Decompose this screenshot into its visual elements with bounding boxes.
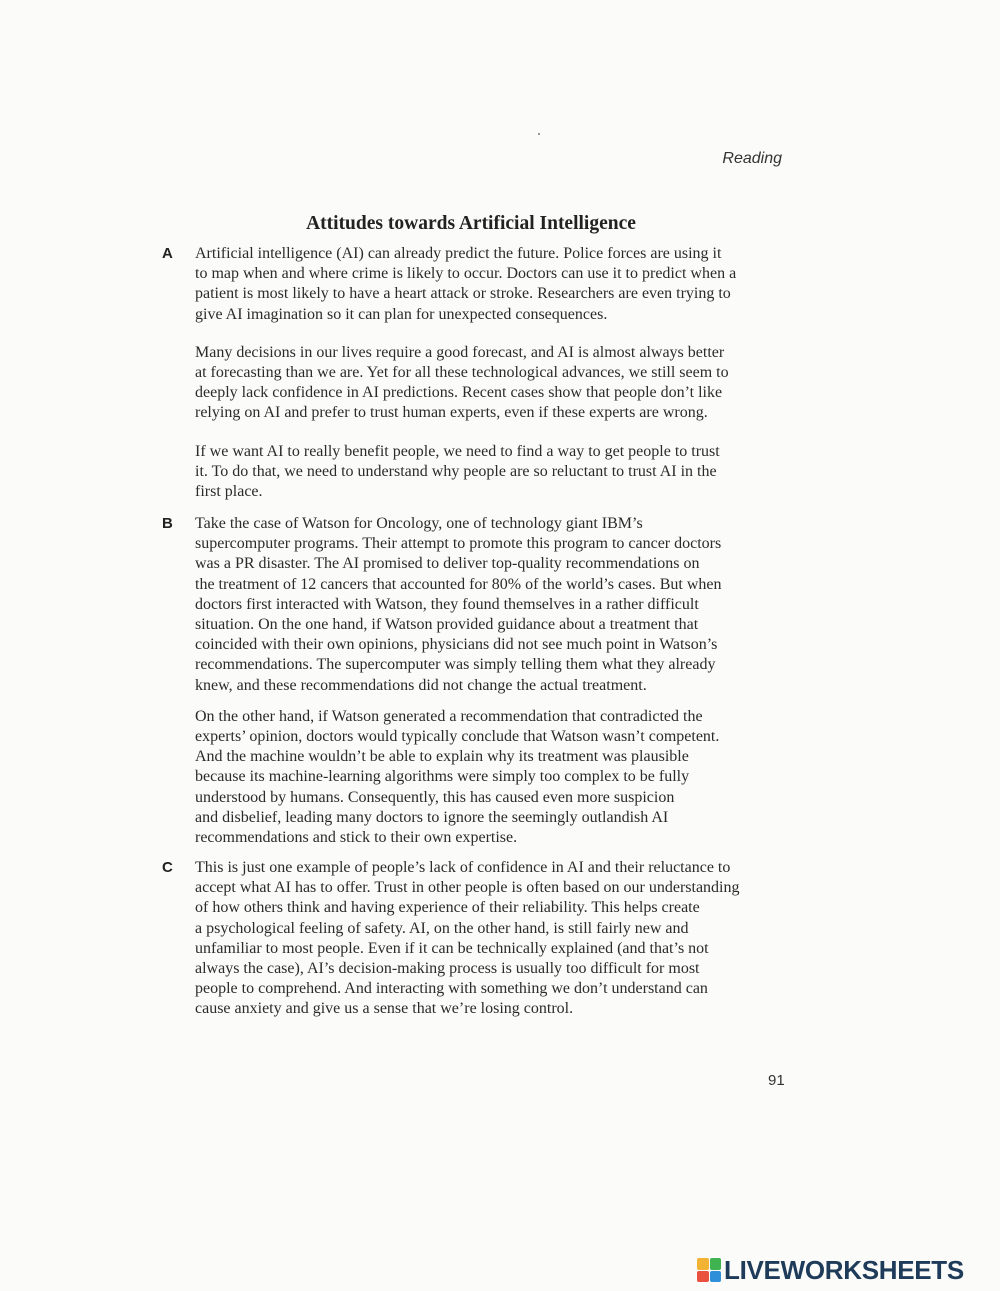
text-line: people to comprehend. And interacting with something we don’t understand can <box>195 980 708 998</box>
text-line: cause anxiety and give us a sense that we’re losing control. <box>195 1000 574 1018</box>
text-line: supercomputer programs. Their attempt to promote this program to cancer doctors <box>195 535 722 553</box>
text-line: at forecasting than we are. Yet for all these technological advances, we still seem to <box>195 364 729 382</box>
paragraph <box>195 244 802 325</box>
text-line: understood by humans. Consequently, this has caused even more suspicion <box>195 788 675 806</box>
paragraph <box>195 514 802 696</box>
text-line: always the case), AI’s decision-making process is usually too difficult for most <box>195 960 700 978</box>
text-line: it. To do that, we need to understand why people are so reluctant to trust AI in the <box>195 462 717 480</box>
liveworksheets-logo-icon <box>697 1258 721 1282</box>
text-line: recommendations and stick to their own expertise. <box>195 829 518 847</box>
paragraph <box>195 343 802 424</box>
text-line: unfamiliar to most people. Even if it can be technically explained (and that’s not <box>195 939 709 957</box>
text-line: a psychological feeling of safety. AI, on the other hand, is still fairly new and <box>195 919 689 937</box>
text-line: This is just one example of people’s lack of confidence in AI and their reluctance to <box>195 859 731 876</box>
text-line: On the other hand, if Watson generated a recommendation that contradicted the <box>195 707 703 725</box>
text-line: experts’ opinion, doctors would typically conclude that Watson wasn’t competent. <box>195 728 720 746</box>
text-line: relying on AI and prefer to trust human experts, even if these experts are wrong. <box>195 404 708 422</box>
text-line: Many decisions in our lives require a good forecast, and AI is almost always better <box>195 343 725 361</box>
paragraph <box>195 858 802 1020</box>
text-line: doctors first interacted with Watson, they found themselves in a rather difficult <box>195 595 699 613</box>
text-line: If we want AI to really benefit people, we need to find a way to get people to trust <box>195 442 720 460</box>
brand-logo[interactable] <box>697 1257 964 1283</box>
text-line: situation. On the one hand, if Watson provided guidance about a treatment that <box>195 616 699 634</box>
section-letter: B <box>162 515 173 532</box>
text-line: Take the case of Watson for Oncology, one of technology giant IBM’s <box>195 515 643 532</box>
section-label: Reading <box>722 150 782 167</box>
section-letter: C <box>162 859 173 876</box>
text-line: patient is most likely to have a heart attack or stroke. Researchers are even trying to <box>195 285 731 303</box>
article-title: Attitudes towards Artificial Intelligence <box>306 213 636 235</box>
text-line: coincided with their own opinions, physicians did not see much point in Watson’s <box>195 636 718 654</box>
text-line: And the machine wouldn’t be able to explain why its treatment was plausible <box>195 748 689 766</box>
text-line: Artificial intelligence (AI) can already predict the future. Police forces are using it <box>195 245 722 262</box>
paragraph <box>195 442 802 503</box>
text-line: the treatment of 12 cancers that accounted for 80% of the world’s cases. But when <box>195 575 722 593</box>
page-number: 91 <box>768 1072 785 1089</box>
text-line: deeply lack confidence in AI predictions. Recent cases show that people don’t like <box>195 384 723 402</box>
section-letter: A <box>162 245 173 262</box>
paragraph <box>195 707 802 848</box>
scan-speck <box>538 133 540 135</box>
text-line: and disbelief, leading many doctors to ignore the seemingly outlandish AI <box>195 808 669 826</box>
text-line: first place. <box>195 483 263 501</box>
section-c <box>162 858 802 1020</box>
text-line: to map when and where crime is likely to occur. Doctors can use it to predict when a <box>195 265 737 283</box>
text-line: was a PR disaster. The AI promised to deliver top-quality recommendations on <box>195 555 700 573</box>
brand-name: LIVEWORKSHEETS <box>724 1255 964 1285</box>
section-a <box>162 244 802 502</box>
text-line: of how others think and having experience of their reliability. This helps create <box>195 899 700 917</box>
text-line: accept what AI has to offer. Trust in other people is often based on our understanding <box>195 879 740 897</box>
text-line: because its machine-learning algorithms were simply too complex to be fully <box>195 768 690 786</box>
text-line: recommendations. The supercomputer was simply telling them what they already <box>195 656 716 674</box>
text-line: give AI imagination so it can plan for unexpected consequences. <box>195 305 608 323</box>
text-line: knew, and these recommendations did not change the actual treatment. <box>195 676 647 694</box>
section-b <box>162 514 802 848</box>
